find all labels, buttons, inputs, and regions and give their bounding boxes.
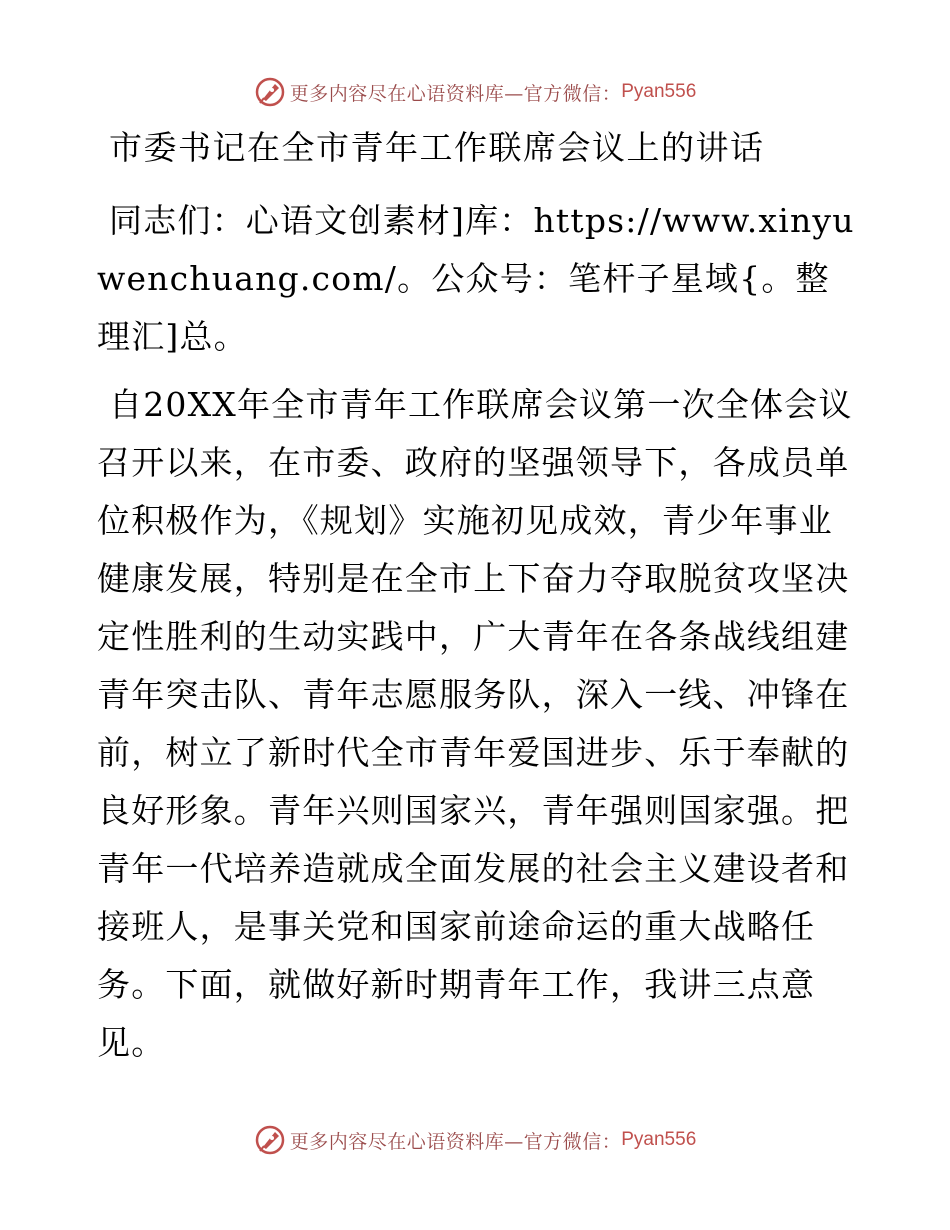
salutation-paragraph: 同志们：心语文创素材]库：https://www.xinyuwenchuang.com/。公众号：笔杆子星域{。整理汇]总。 bbox=[97, 201, 855, 356]
watermark-wechat-id: Pyan556 bbox=[621, 81, 697, 102]
header-watermark bbox=[0, 72, 950, 112]
footer-watermark bbox=[0, 1120, 950, 1160]
document-content bbox=[97, 124, 857, 1072]
pen-nib-icon bbox=[254, 1124, 286, 1156]
pen-nib-icon bbox=[254, 76, 286, 108]
watermark-text: 更多内容尽在心语资料库—官方微信： bbox=[289, 82, 622, 105]
document-title: 市委书记在全市青年工作联席会议上的讲话 bbox=[109, 128, 765, 167]
body-paragraph: 自20XX年全市青年工作联席会议第一次全体会议召开以来，在市委、政府的坚强领导下，各成员单位积极作为，《规划》实施初见成效，青少年事业健康发展，特别是在全市上下奋力夺取脱贫攻坚决定性胜利的生动实践中，广大青年在各条战线组建青年突击队、青年志愿服务队，深入一线、冲锋在前，树立了新时代全市青年爱国进步、乐于奉献的良好形象。青年兴则国家兴，青年强则国家强。把青年一代培养造就成全面发展的社会主义建设者和接班人，是事关党和国家前途命运的重大战略任务。下面，就做好新时期青年工作，我讲三点意见。 bbox=[97, 385, 853, 1062]
watermark-wechat-id: Pyan556 bbox=[621, 1129, 697, 1150]
watermark-text: 更多内容尽在心语资料库—官方微信： bbox=[289, 1130, 622, 1153]
